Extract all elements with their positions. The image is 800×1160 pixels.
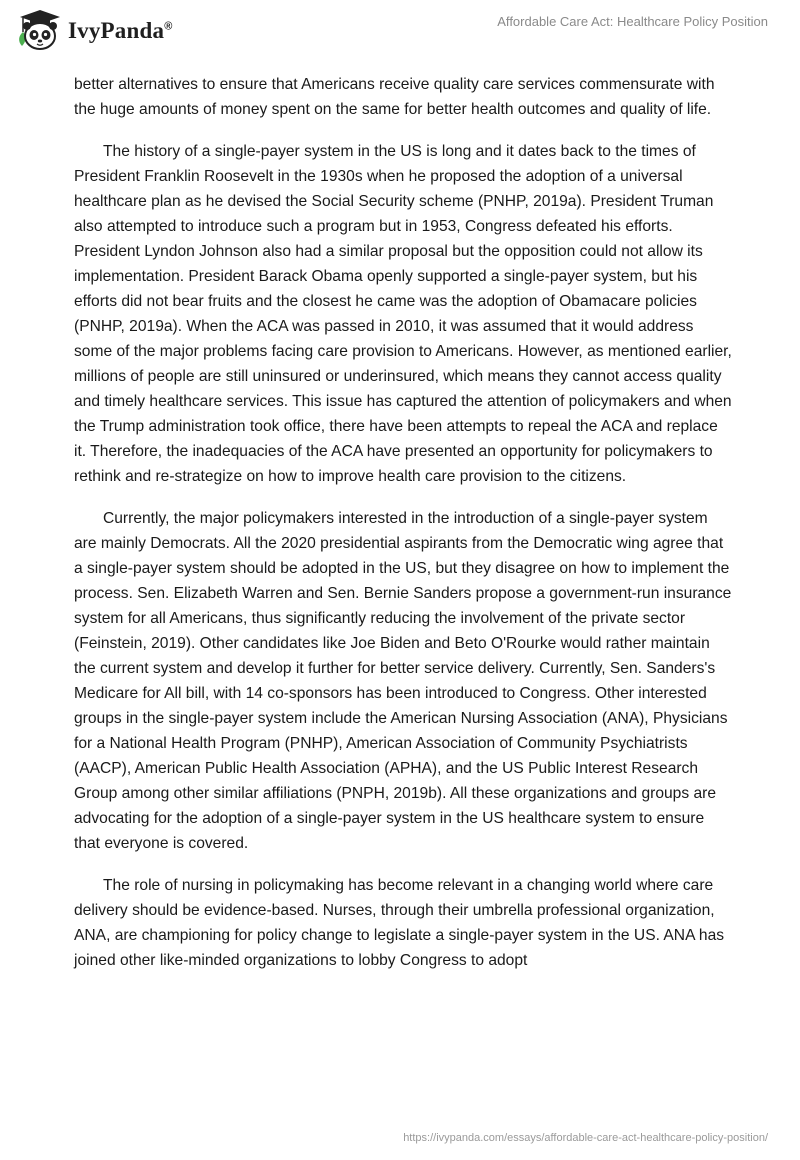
essay-body xyxy=(74,72,734,990)
logo-brand-text: IvyPanda xyxy=(68,18,165,43)
paragraph-1: better alternatives to ensure that Americans receive quality care services commensurate with the huge amounts of money spent on the same for better health outcomes and quality of life. xyxy=(74,76,715,118)
document-title: Affordable Care Act: Healthcare Policy Position xyxy=(497,14,768,29)
source-url[interactable]: https://ivypanda.com/essays/affordable-care-act-healthcare-policy-position/ xyxy=(403,1132,768,1144)
paragraph-3: Currently, the major policymakers interested in the introduction of a single-payer system are mainly Democrats. All the 2020 presidential aspirants from the Democratic wing agree that a single-payer system should be adopted in the US, but they disagree on how to implement the process. Sen. Elizabeth Warren and Sen. Bernie Sanders propose a government-run insurance system for all Americans, thus significantly reducing the involvement of the private sector (Feinstein, 2019). Other candidates like Joe Biden and Beto O'Rourke would rather maintain the current system and develop it further for better service delivery. Currently, Sen. Sanders's Medicare for All bill, with 14 co-sponsors has been introduced to Congress. Other interested groups in the single-payer system include the American Nursing Association (ANA), Physicians for a National Health Program (PNHP), American Association of Community Psychiatrists (AACP), American Public Health Association (APHA), and the US Public Interest Research Group among other similar affiliations (PNPH, 2019b). All these organizations and groups are advocating for the adoption of a single-payer system in the US healthcare system to ensure that everyone is covered. xyxy=(74,510,732,852)
registered-mark: ® xyxy=(164,20,173,33)
page-header xyxy=(0,0,800,64)
logo-wordmark xyxy=(68,18,173,44)
paragraph-4: The role of nursing in policymaking has become relevant in a changing world where care delivery should be evidence-based. Nurses, through their umbrella professional organization, ANA, are championing for policy change to legislate a single-payer system in the US. ANA has joined other like-minded organizations to lobby Congress to adopt xyxy=(74,877,725,969)
paragraph-2: The history of a single-payer system in the US is long and it dates back to the times of President Franklin Roosevelt in the 1930s when he proposed the adoption of a universal healthcare plan as he devised the Social Security scheme (PNHP, 2019a). President Truman also attempted to introduce such a program but in 1953, Congress defeated his efforts. President Lyndon Johnson also had a similar proposal but the opposition could not allow its implementation. President Barack Obama openly supported a single-payer system, but his efforts did not bear fruits and the closest he came was the adoption of Obamacare policies (PNHP, 2019a). When the ACA was passed in 2010, it was assumed that it would address some of the major problems facing care provision to Americans. However, as mentioned earlier, millions of people are still uninsured or underinsured, which means they cannot access quality and timely healthcare services. This issue has captured the attention of policymakers and when the Trump administration took office, there have been attempts to repeal the ACA and replace it. Therefore, the inadequacies of the ACA have presented an opportunity for policymakers to rethink and re-strategize on how to improve health care provision to the citizens. xyxy=(74,143,732,485)
ivypanda-logo[interactable] xyxy=(14,8,173,52)
panda-graduate-icon xyxy=(14,8,62,52)
